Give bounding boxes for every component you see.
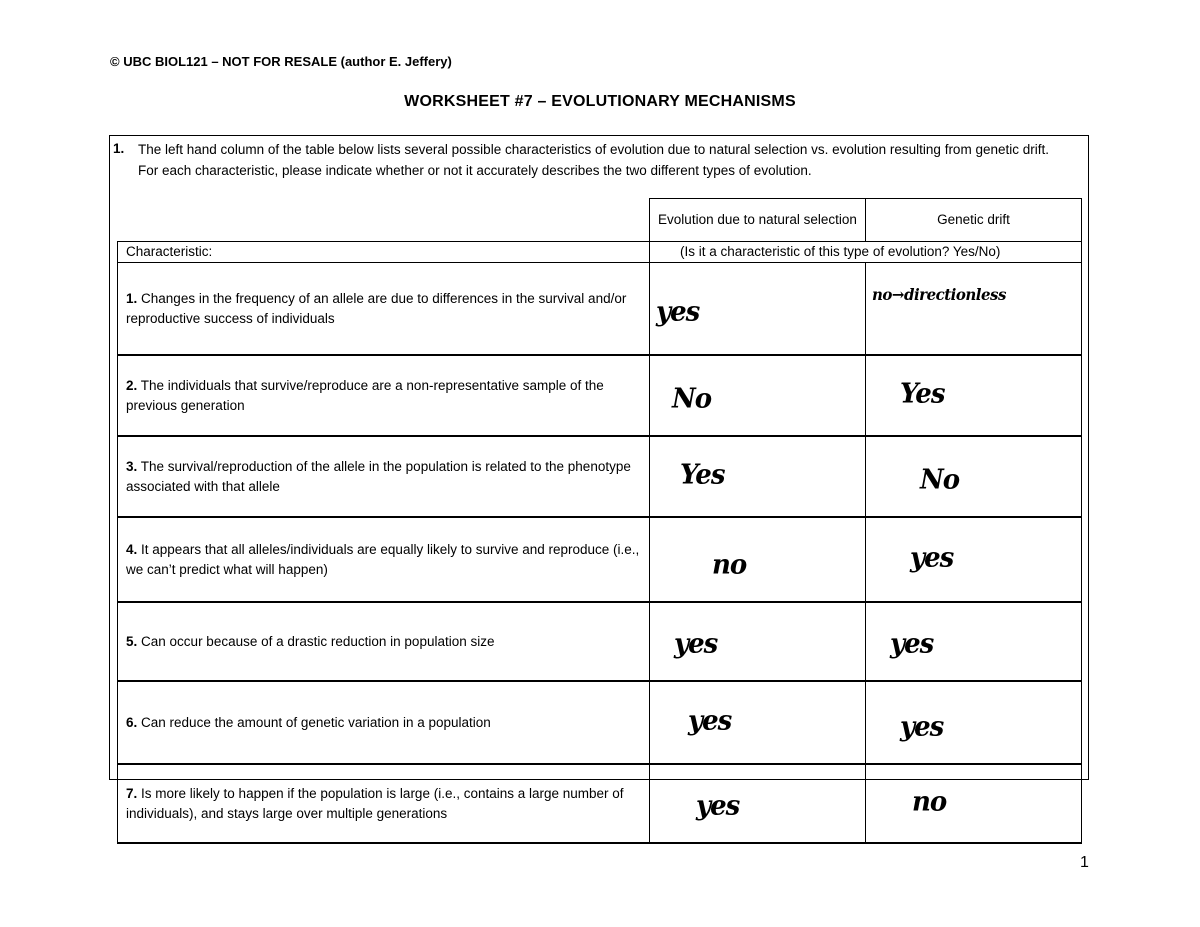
- table-row: [118, 517, 1082, 602]
- natural-answer-cell: yes: [650, 764, 866, 843]
- natural-answer-cell: yes: [650, 602, 866, 681]
- table-row: [118, 436, 1082, 517]
- natural-answer-cell: no: [650, 517, 866, 602]
- blank-header-cell: [118, 199, 650, 242]
- question-text: The left hand column of the table below lists several possible characteristics of evolution due to natural selection vs. evolution resulting from genetic drift. For each characteristic, please indicate whether or not it accurately describes the two different types of evolution.: [138, 142, 1049, 178]
- answer-header: (Is it a characteristic of this type of evolution? Yes/No): [650, 242, 1082, 263]
- question-number: 1.: [113, 141, 125, 156]
- drift-answer-cell: No: [866, 436, 1082, 517]
- table-row: [118, 263, 1082, 356]
- worksheet-title: WORKSHEET #7 – EVOLUTIONARY MECHANISMS: [404, 93, 796, 110]
- drift-answer-cell: no→directionless: [866, 263, 1082, 356]
- natural-answer-cell: yes: [650, 681, 866, 764]
- characteristics-table: [117, 198, 1082, 844]
- table-row: [118, 602, 1082, 681]
- drift-answer-cell: yes: [866, 517, 1082, 602]
- table-row: [118, 355, 1082, 436]
- genetic-drift-column-header: Genetic drift: [866, 199, 1082, 242]
- characteristic-cell: 3. The survival/reproduction of the allele in the population is related to the phenotype associated with that allele: [118, 436, 650, 517]
- characteristic-cell: 4. It appears that all alleles/individuals are equally likely to survive and reproduce (i.e., we can’t predict what will happen): [118, 517, 650, 602]
- table-row: [118, 764, 1082, 843]
- characteristic-cell: 5. Can occur because of a drastic reduction in population size: [118, 602, 650, 681]
- natural-answer-cell: yes: [650, 263, 866, 356]
- table-row: [118, 681, 1082, 764]
- natural-selection-column-header: Evolution due to natural selection: [650, 199, 866, 242]
- drift-answer-cell: no: [866, 764, 1082, 843]
- characteristic-cell: 6. Can reduce the amount of genetic variation in a population: [118, 681, 650, 764]
- copyright-header: © UBC BIOL121 – NOT FOR RESALE (author E. Jeffery): [110, 54, 452, 69]
- natural-answer-cell: Yes: [650, 436, 866, 517]
- drift-answer-cell: yes: [866, 602, 1082, 681]
- characteristic-header: Characteristic:: [118, 242, 650, 263]
- characteristic-cell: 1. Changes in the frequency of an allele are due to differences in the survival and/or reproductive success of individuals: [118, 263, 650, 356]
- characteristic-cell: 7. Is more likely to happen if the population is large (i.e., contains a large number of individuals), and stays large over multiple generations: [118, 764, 650, 843]
- drift-answer-cell: Yes: [866, 355, 1082, 436]
- natural-answer-cell: No: [650, 355, 866, 436]
- page-number: 1: [1080, 854, 1089, 871]
- characteristic-cell: 2. The individuals that survive/reproduce are a non-representative sample of the previous generation: [118, 355, 650, 436]
- drift-answer-cell: yes: [866, 681, 1082, 764]
